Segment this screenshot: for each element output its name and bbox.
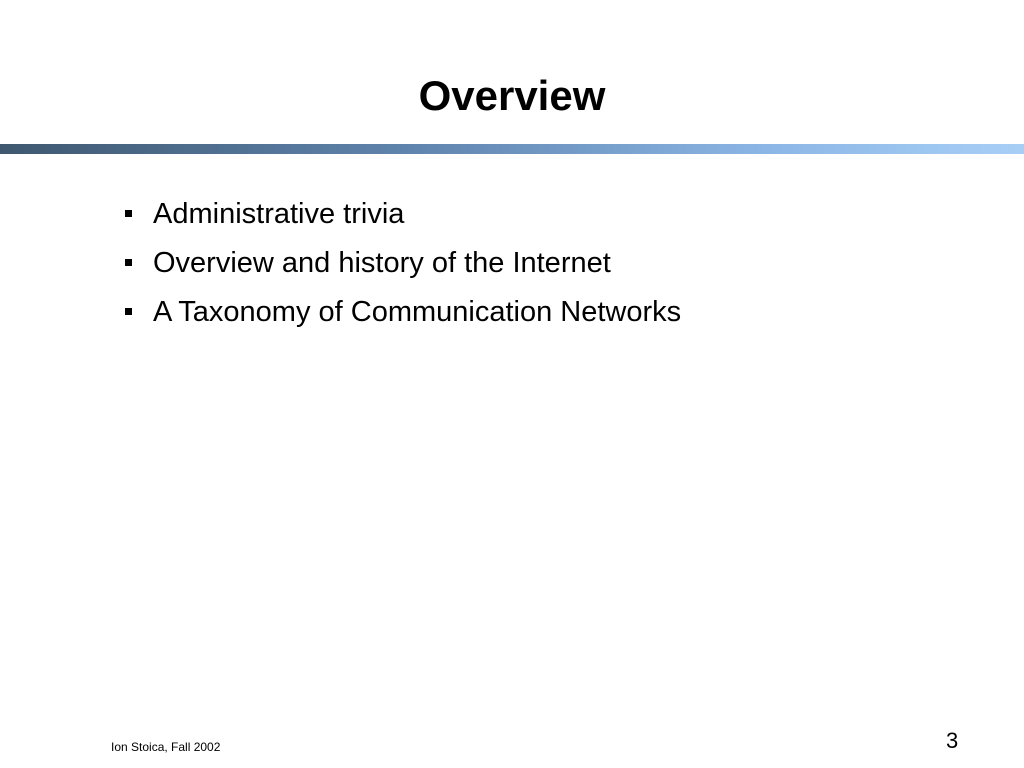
page-number: 3 [946,728,959,753]
bullet-text: A Taxonomy of Communication Networks [153,295,682,328]
footer-author: Ion Stoica, Fall 2002 [111,740,221,754]
bullet-item [120,189,681,238]
bullet-item [120,287,681,336]
bullet-text: Administrative trivia [153,197,405,230]
square-bullet-icon [125,308,132,315]
bullet-text: Overview and history of the Internet [153,246,611,279]
square-bullet-icon [125,210,132,217]
title-underline-bar [0,144,1024,154]
bullet-list [120,189,681,336]
square-bullet-icon [125,259,132,266]
bullet-item [120,238,681,287]
slide-title: Overview [418,72,606,119]
